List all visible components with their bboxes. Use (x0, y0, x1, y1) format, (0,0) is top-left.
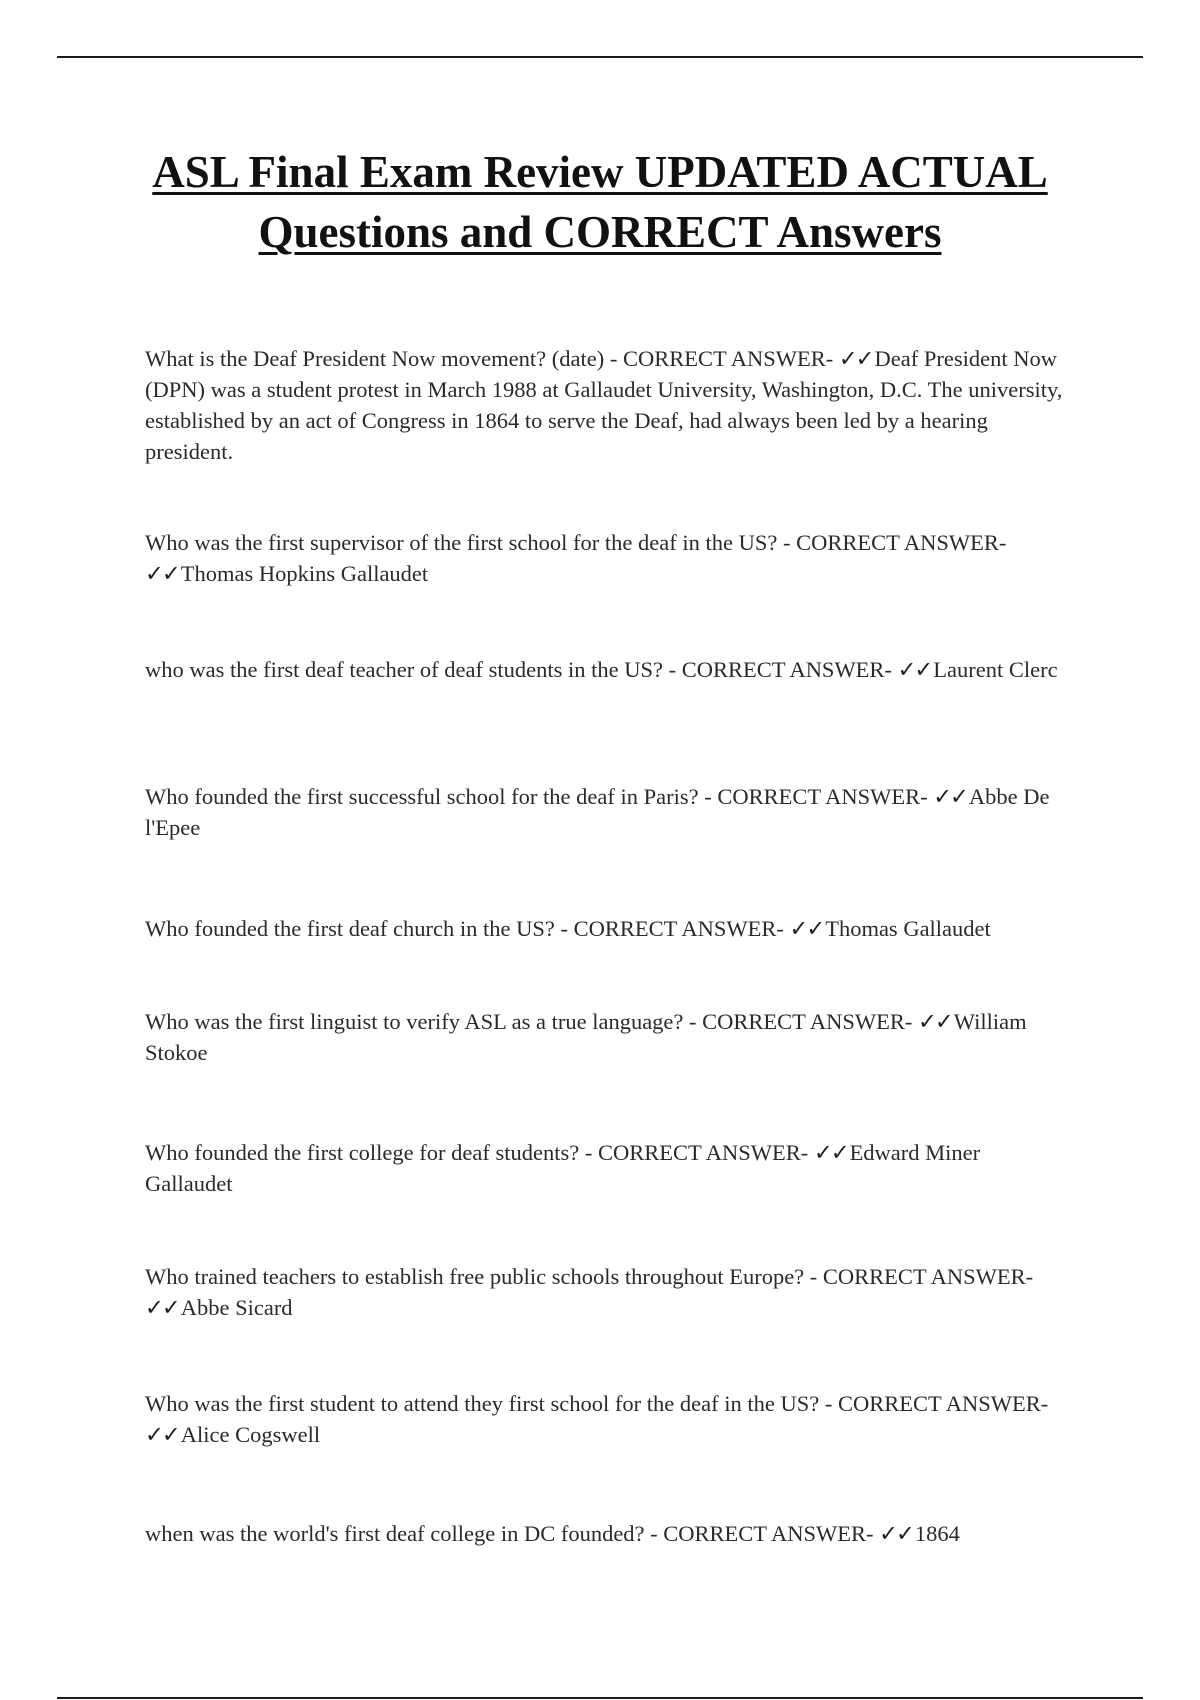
answer-prefix: - CORRECT ANSWER- (609, 346, 834, 371)
answer-text: Laurent Clerc (933, 657, 1058, 682)
qa-item (145, 1006, 1065, 1068)
answer-prefix: - CORRECT ANSWER- (824, 1391, 1049, 1416)
document-title: ASL Final Exam Review UPDATED ACTUAL Questions and CORRECT Answers (152, 147, 1048, 257)
qa-item (145, 527, 1065, 589)
double-check-icon: ✓✓ (813, 1140, 848, 1165)
answer-prefix: - CORRECT ANSWER- (560, 916, 784, 941)
answer-prefix: - CORRECT ANSWER- (650, 1521, 874, 1546)
qa-item (145, 913, 1065, 944)
qa-item (145, 1518, 1065, 1549)
double-check-icon: ✓✓ (145, 1295, 179, 1320)
question-text: Who was the first supervisor of the first school for the deaf in the US? (145, 530, 778, 555)
qa-item (145, 343, 1065, 467)
answer-text: Edward Miner Gallaudet (145, 1140, 981, 1196)
answer-text: Abbe Sicard (180, 1295, 293, 1320)
question-text: Who founded the first successful school for the deaf in Paris? (145, 784, 699, 809)
question-text: Who founded the first college for deaf students? (145, 1140, 580, 1165)
question-text: What is the Deaf President Now movement? (date) (145, 346, 605, 371)
question-text: Who was the first linguist to verify ASL as a true language? (145, 1009, 684, 1034)
question-text: Who was the first student to attend they first school for the deaf in the US? (145, 1391, 820, 1416)
qa-item (145, 781, 1065, 843)
qa-item (145, 654, 1065, 685)
answer-prefix: - CORRECT ANSWER- (584, 1140, 809, 1165)
double-check-icon: ✓✓ (918, 1009, 952, 1034)
answer-prefix: - CORRECT ANSWER- (704, 784, 928, 809)
top-divider (57, 56, 1143, 58)
double-check-icon: ✓✓ (838, 346, 873, 371)
qa-item (145, 1261, 1065, 1323)
double-check-icon: ✓✓ (933, 784, 967, 809)
double-check-icon: ✓✓ (879, 1521, 913, 1546)
qa-item (145, 1388, 1065, 1450)
answer-text: William Stokoe (145, 1009, 1027, 1065)
double-check-icon: ✓✓ (145, 561, 179, 586)
answer-text: Thomas Hopkins Gallaudet (180, 561, 429, 586)
question-text: Who trained teachers to establish free public schools throughout Europe? (145, 1264, 805, 1289)
answer-text: Alice Cogswell (180, 1422, 321, 1447)
answer-text: Deaf President Now (DPN) was a student protest in March 1988 at Gallaudet University, Washington, D.C. The university, established by an act of Congress in 1864 to serve the Deaf, had always been led by a hearing president. (145, 346, 1063, 464)
answer-text: Abbe De l'Epee (145, 784, 1050, 840)
answer-prefix: - CORRECT ANSWER- (668, 657, 892, 682)
bottom-divider (57, 1697, 1143, 1699)
answer-text: 1864 (914, 1521, 960, 1546)
answer-text: Thomas Gallaudet (825, 916, 991, 941)
double-check-icon: ✓✓ (789, 916, 824, 941)
answer-prefix: - CORRECT ANSWER- (689, 1009, 913, 1034)
question-text: when was the world's first deaf college in DC founded? (145, 1521, 645, 1546)
double-check-icon: ✓✓ (897, 657, 932, 682)
question-text: Who founded the first deaf church in the US? (145, 916, 555, 941)
qa-item (145, 1137, 1065, 1199)
question-text: who was the first deaf teacher of deaf students in the US? (145, 657, 663, 682)
answer-prefix: - CORRECT ANSWER- (809, 1264, 1034, 1289)
answer-prefix: - CORRECT ANSWER- (782, 530, 1007, 555)
double-check-icon: ✓✓ (145, 1422, 179, 1447)
